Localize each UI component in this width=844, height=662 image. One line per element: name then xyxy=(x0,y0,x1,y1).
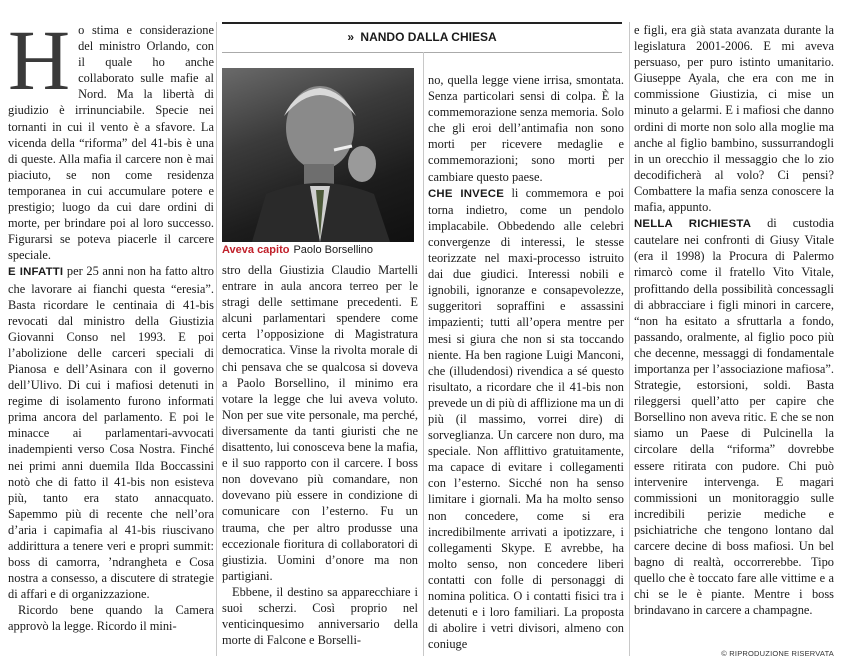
caption-label: Aveva capito xyxy=(222,244,290,256)
section-lead-in-2: CHE INVECE xyxy=(428,187,504,200)
column-divider xyxy=(423,52,424,656)
section-lead-in-3: NELLA RICHIESTA xyxy=(634,218,752,231)
column-divider xyxy=(216,22,217,656)
section-text-1: per 25 anni non ha fatto altro che lavorare ai fianchi questa “eresia”. Basta ricordare le centinaia di 41-bis revocati dal ministro della Giustizia Giovanni Conso nel 1993. E poi l’abolizione delle carceri speciali di Pianosa e dell’Asinara con il governo dell’Ulivo. Di cui i mafiosi detenuti in regime di isolamento furono informati prima ancora del parlamento. E poi le minacce ai parlamentari-avvocati inadempienti verso Cosa Nostra. Finché nei primi anni duemila Ilda Boccassini notò che di fatto il 41-bis non esisteva più, tanto era stato annacquato. Sapemmo più di recente che nell’ora d’aria i capimafia al 41-bis riuscivano addirittura a tenere veri e propri summit: boss di camorra, ’ndrangheta e Cosa nostra a consesso, a discutere di strategie di affari e di organizzazione. xyxy=(8,264,214,602)
drop-cap: H xyxy=(8,22,71,108)
section-lead-in-1: E INFATTI xyxy=(8,266,64,279)
column-1 xyxy=(8,22,214,656)
column-divider xyxy=(629,22,630,656)
photo-caption xyxy=(222,244,422,256)
section-text-3: di custodia cautelare nei confronti di Giusy Vitale (era il 1998) la Procura di Palermo rimarcò come il fratello Vito Vitale, profittando della possibilità concessagli di abbracciare i figli minori in carcere, “non ha esitato a sfruttarla a fondo, passando, oralmente, al figlio poco più che decenne, messaggi di fondamentale importanza per l’associazione mafiosa”. Strategie, estorsioni, soldi. Basta rileggersi quell’atto per capire che Borsellino non aveva ritic. E che se non siamo un Paese di Pulcinella la circolare della “riforma” dovrebbe essere ritirata con pudore. Chi può intervenire intervenga. E magari commissioni un monitoraggio sulle incredibili perizie mediche e psichiatriche che tengono lontano dal carcere decine di boss mafiosi. Un bel bagno di realtà, occorrerebbe. Tipo quello che è toccato fare alle vittime e a chi se le è piante. Mentre i boss brindavano in carcere a champagne. xyxy=(634,216,834,618)
byline-header xyxy=(222,22,622,53)
column-2 xyxy=(222,262,418,656)
paragraph-destino: Ebbene, il destino sa apparecchiare i suoi scherzi. Così proprio nel venticinquesimo anniversario della morte di Falcone e Borselli- xyxy=(222,584,418,648)
section-paragraph-1 xyxy=(8,263,214,602)
portrait-illustration xyxy=(222,68,414,242)
section-text-2: li commemora e poi torna indietro, come un pendolo implacabile. Obbedendo alle celebri convergenze di interessi, le stesse teorizzate nel maxi-processo istruito dai due giudici. Interessi nobili e ignobili, ignoranze e consapevolezze, suggeritori sopraffini e assassini impazienti; tutti all’opera mentre per mesi si giura che non si sta toccando niente. Ha ben ragione Luigi Manconi, che (illudendosi) rivendica a sé questo risultato, a ricordare che il 41-bis non prevede un di più di afflizione ma un di più (il massimo, vorrei dire) di sorveglianza. Un carcere non duro, ma speciale. Non afflittivo gratuitamente, ma capace di evitare i collegamenti con l’esterno. Sicché non ha senso limitare i giornali. Ma ha molto senso non concedere, come si era incredibilmente arrivati a ipotizzare, i collegamenti Skype. E avrebbe, ha molto senso, non concedere liberi contatti con folle di personaggi di nomina politica. O i contatti fisici tra i detenuti e i loro familiari. La proposta di abolire i vetri divisori, almeno con coniuge xyxy=(428,185,624,652)
byline-arrows: » xyxy=(347,30,355,44)
copyright-notice: © RIPRODUZIONE RISERVATA xyxy=(721,649,834,658)
column-3 xyxy=(428,72,624,656)
author-name: NANDO DALLA CHIESA xyxy=(360,30,497,44)
section-paragraph-3 xyxy=(634,215,834,618)
intro-paragraph: o stima e considerazione del ministro Orlando, con il quale ho anche collaborato sulle mafie al Nord. Ma la libertà di giudizio è irrinunciabile. Specie nei tornanti in cui il vento è a sfavore. La vicenda della “riforma” del 41-bis è una di queste. Alla mafia il carcere non è mai piaciuto, se non come residenza temporanea in cui accumulare potere e prestigio; luogo da cui dare ordini di morte, per brindare poi al loro successo. Figurarsi se poteva piacerle il carcere speciale. xyxy=(8,23,214,263)
column-4 xyxy=(634,22,834,656)
paragraph-camera: Ricordo bene quando la Camera approvò la legge. Ricordo il mini- xyxy=(8,603,214,634)
paragraph-irrisa: no, quella legge viene irrisa, smontata. Senza particolari sensi di colpa. È la commemorazione senza memoria. Solo che gli eroi dell’antimafia non sono morti per ricevere medaglie e commemorazioni; sono morti per cambiare questo paese. xyxy=(428,73,624,184)
section-paragraph-2 xyxy=(428,185,624,653)
paragraph-martelli: stro della Giustizia Claudio Martelli entrare in aula ancora terreo per le stragi delle settimane precedenti. E alcuni parlamentari spendere come certa l’opposizione di Magistratura democratica. Vinse la rivolta morale di chi pensava che se qualcosa si doveva a Paolo Borsellino, il minimo era votare la legge che lui aveva voluto. Non per sue vite personale, ma perché, diversamente da tanti giuristi che ne disattento, lui conosceva bene la mafia, e il suo rapporto con il carcere. I boss non dovevano più comandare, non dovevano più essere in condizione di comunicare con l’esterno. Fu un trauma, che per altro produsse una eccezionale fioritura di collaboratori di giustizia. Uomini d’onore ma non partigiani. xyxy=(222,263,418,583)
caption-name: Paolo Borsellino xyxy=(293,244,373,256)
portrait-photo xyxy=(222,68,414,242)
paragraph-ayala: e figli, era già stata avanzata durante la legislatura 2001-2006. E mi aveva persuaso, per puro istinto umanitario. Giuseppe Ayala, che era con me in commissione Giustizia, ci mise un minuto a gelarmi. E i mafiosi che danno ordini di morte non solo alla moglie ma anche al figlio bambino, sussurrandogli in un orecchio il messaggio che lo zio decodificherà al volo? Ci pensi? Combattere la mafia senza conoscere la mafia, appunto. xyxy=(634,23,834,215)
